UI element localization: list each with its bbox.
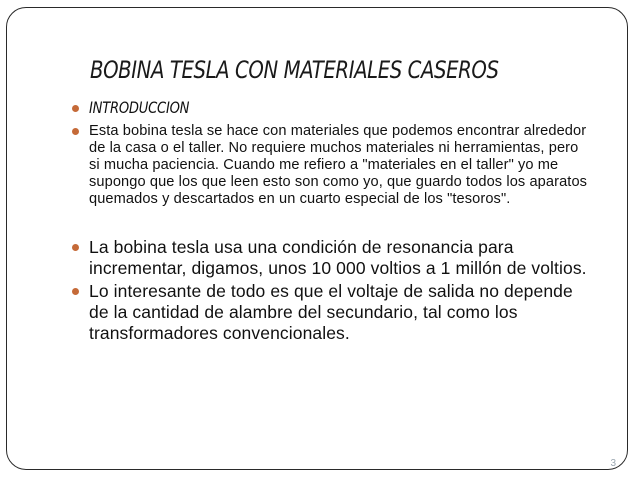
page-number: 3 [610,458,616,469]
bullet-dot-icon [72,128,79,135]
paragraph-text: Lo interesante de todo es que el voltaje de salida no depende de la cantidad de alambre del secundario, tal como los transformadores convencionales. [89,281,573,343]
bullet-dot-icon [72,288,79,295]
paragraph-text: La bobina tesla usa una condición de resonancia para incrementar, digamos, unos 10 000 voltios a 1 millón de voltios. [89,237,587,278]
bullet-dot-icon [72,244,79,251]
list-item-resonance [72,237,592,279]
list-item-description [72,123,592,208]
bullet-list [72,98,592,344]
section-heading: INTRODUCCION [89,98,190,117]
list-item-introduccion [72,98,592,123]
list-item-output-voltage [72,281,592,344]
page-title: BOBINA TESLA CON MATERIALES CASEROS [90,56,499,84]
paragraph-text: Esta bobina tesla se hace con materiales que podemos encontrar alrededor de la casa o el taller. No requiere muchos materiales ni herramientas, pero si mucha paciencia. Cuando me refiero a "materiales en el taller" yo me supongo que los que leen esto son como yo, que guardo todos los aparatos quemados y descartados en un cuarto especial de los "tesoros". [89,123,588,207]
bullet-dot-icon [72,105,79,112]
